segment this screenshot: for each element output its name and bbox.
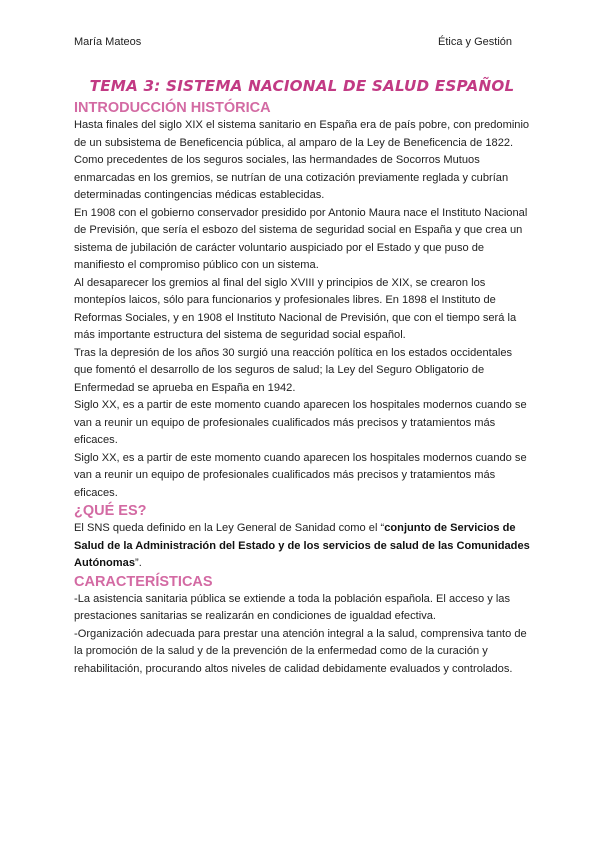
- document-title: TEMA 3: SISTEMA NACIONAL DE SALUD ESPAÑOL: [89, 77, 515, 95]
- section-heading-intro: INTRODUCCIÓN HISTÓRICA: [74, 100, 271, 116]
- definition-bold: conjunto de Servicios de Salud de la Administración del Estado y de los servicios de salud de las Comunidades Autónomas: [74, 522, 530, 569]
- definition-paragraph: [74, 520, 530, 573]
- definition-end: ”.: [135, 557, 142, 569]
- course-name: Ética y Gestión: [438, 36, 512, 48]
- section-heading-que-es: ¿QUÉ ES?: [74, 503, 147, 519]
- page-header: [74, 36, 512, 52]
- paragraph: Al desaparecer los gremios al final del siglo XVIII y principios de XIX, se crearon los montepíos laicos, sólo para funcionarios y profesionales libres. En 1898 el Instituto de Reformas Sociales, y en 1908 el Instituto Nacional de Previsión, que con el tiempo será la más importante estructura del sistema de seguridad social español.: [74, 276, 517, 341]
- paragraph: Siglo XX, es a partir de este momento cuando aparecen los hospitales modernos cuando se van a reunir un equipo de profesionales cualificados más precisos y tratamientos más eficaces.: [74, 451, 527, 499]
- section-heading-caracteristicas: CARACTERÍSTICAS: [74, 573, 213, 590]
- author-name: María Mateos: [74, 36, 142, 48]
- document-body: [74, 73, 530, 678]
- paragraph: Tras la depresión de los años 30 surgió una reacción política en los estados occidentales que fomentó el desarrollo de los seguros de salud; la Ley del Seguro Obligatorio de Enfermedad se aprueba en España en 1942.: [74, 346, 513, 394]
- paragraph: Siglo XX, es a partir de este momento cuando aparecen los hospitales modernos cuando se van a reunir un equipo de profesionales cualificados más precisos y tratamientos más eficaces.: [74, 399, 527, 446]
- paragraph: -La asistencia sanitaria pública se extiende a toda la población española. El acceso y las prestaciones sanitarias se realizarán en condiciones de igualdad efectiva.: [74, 592, 511, 622]
- paragraph: Hasta finales del siglo XIX el sistema sanitario en España era de país pobre, con predominio de un subsistema de Beneficencia pública, al amparo de la Ley de Beneficencia de 1822. Como precedentes de los seguros sociales, las hermandades de Socorros Mutuos enmarcadas en los gremios, se nutrían de una cotización previamente reglada y cubrían determinadas contingencias médicas establecidas.: [74, 119, 530, 201]
- paragraph: En 1908 con el gobierno conservador presidido por Antonio Maura nace el Instituto Nacional de Previsión, que sería el esbozo del sistema de seguridad social en España y que crea un sistema de jubilación de carácter voluntario auspiciado por el Estado y que puso de manifiesto el compromiso público con un sistema.: [74, 206, 528, 271]
- definition-lead: El SNS queda definido en la Ley General de Sanidad como el “: [74, 522, 385, 534]
- paragraph: -Organización adecuada para prestar una atención integral a la salud, comprensiva tanto de la promoción de la salud y de la prevención de la enfermedad como de la curación y rehabilitación, procurando altos niveles de calidad debidamente evaluados y controlados.: [74, 627, 527, 675]
